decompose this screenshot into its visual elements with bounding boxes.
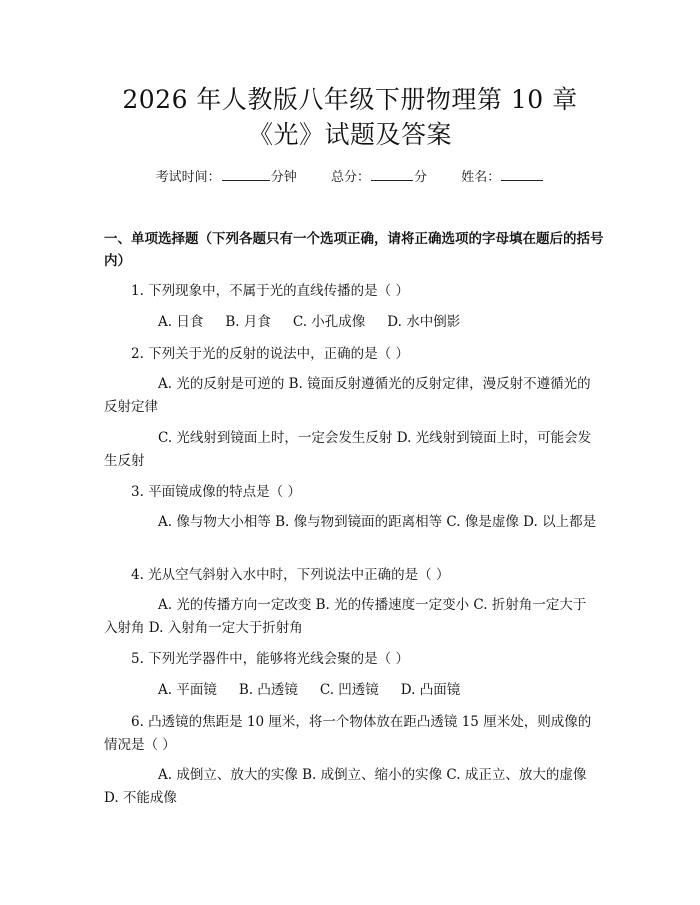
time-unit: 分钟 [270, 170, 297, 185]
question-3-stem: 3. 平面镜成像的特点是（ ） [131, 484, 301, 500]
name-label: 姓名： [461, 170, 501, 185]
question-6-options: A. 成倒立、放大的实像 B. 成倒立、缩小的实像 C. 成正立、放大的虚像 D. 不能成像 [104, 767, 587, 806]
page-title-line2: 《光》试题及答案 [247, 120, 452, 149]
question-6-stem: 6. 凸透镜的焦距是 10 厘米，将一个物体放在距凸透镜 15 厘米处，则成像的情况是（ ） [104, 714, 592, 753]
option-b: B. 凸透镜 [238, 682, 298, 698]
question-2-options-line2: C. 光线射到镜面上时，一定会发生反射 D. 光线射到镜面上时，可能会发生反射 [104, 430, 592, 469]
question-5-options [104, 679, 598, 702]
question-4-options: A. 光的传播方向一定改变 B. 光的传播速度一定变小 C. 折射角一定大于入射角 D. 入射角一定大于折射角 [104, 597, 587, 636]
question-1-options [104, 311, 598, 334]
section-heading: 一、单项选择题（下列各题只有一个选项正确，请将正确选项的字母填在题后的括号内） [104, 231, 604, 269]
option-d: D. 水中倒影 [387, 314, 461, 330]
question-3-options: A. 像与物大小相等 B. 像与物到镜面的距离相等 C. 像是虚像 D. 以上都是 [158, 514, 597, 530]
question-2-options-line1: A. 光的反射是可逆的 B. 镜面反射遵循光的反射定律，漫反射不遵循光的反射定律 [104, 376, 591, 415]
question-1-stem: 1. 下列现象中，不属于光的直线传播的是（ ） [131, 283, 409, 299]
option-c: C. 凹透镜 [319, 682, 379, 698]
name-blank [501, 168, 543, 181]
option-d: D. 凸面镜 [400, 682, 461, 698]
score-unit: 分 [414, 170, 428, 185]
question-4-stem: 4. 光从空气斜射入水中时，下列说法中正确的是（ ） [131, 567, 450, 583]
score-blank [371, 168, 413, 181]
option-a: A. 平面镜 [158, 682, 217, 698]
question-5-stem: 5. 下列光学器件中，能够将光线会聚的是（ ） [131, 651, 409, 667]
time-blank [222, 168, 270, 181]
page-title-line1: 2026 年人教版八年级下册物理第 10 章 [122, 85, 578, 114]
option-a: A. 日食 [158, 314, 204, 330]
time-label: 考试时间： [155, 170, 221, 185]
exam-meta [0, 168, 700, 187]
option-c: C. 小孔成像 [292, 314, 366, 330]
score-label: 总分： [330, 170, 370, 185]
question-2-stem: 2. 下列关于光的反射的说法中，正确的是（ ） [131, 346, 409, 362]
option-b: B. 月食 [225, 314, 271, 330]
